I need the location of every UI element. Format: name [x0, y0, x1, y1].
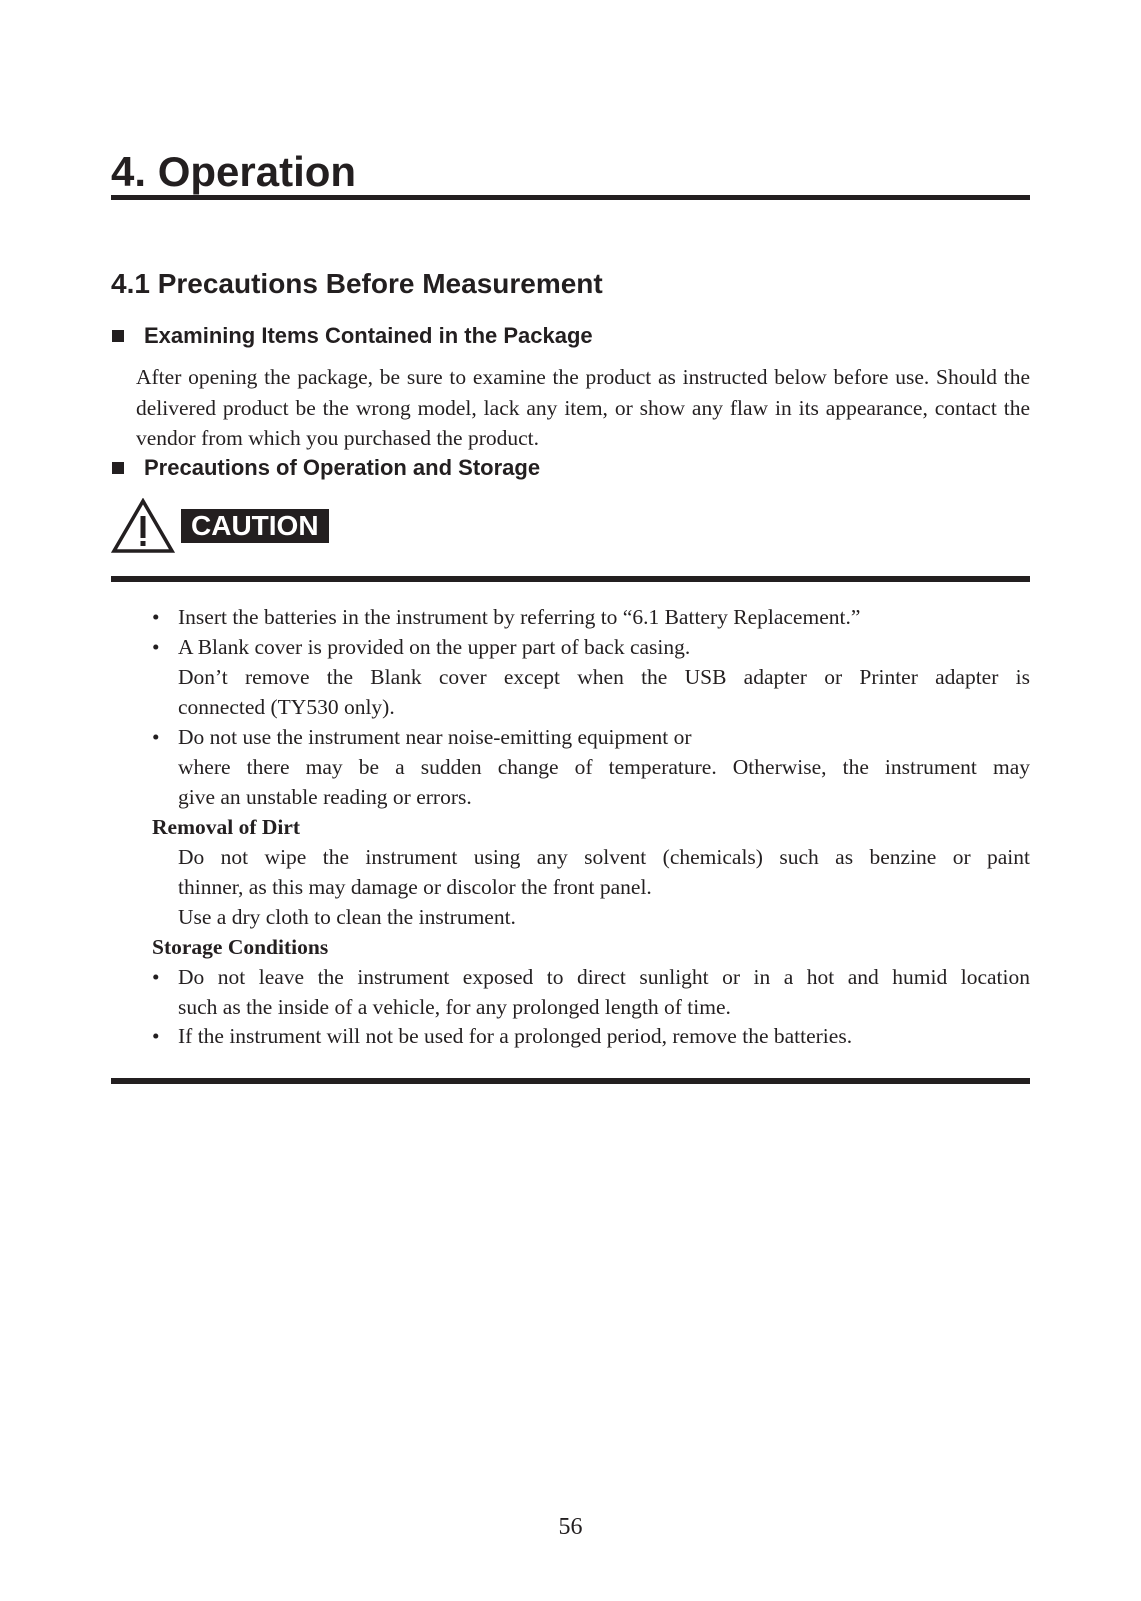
caution-line-6: where there may be a sudden change of temperature. Otherwise, the instrument may	[178, 755, 1030, 779]
bullet-marker: •	[152, 635, 160, 659]
chapter-title: 4. Operation	[111, 150, 1030, 200]
subhead-package	[112, 322, 593, 350]
caution-line-5: Do not use the instrument near noise-emitting equipment or	[178, 725, 692, 749]
subhead-storage	[112, 454, 540, 482]
caution-label: CAUTION	[181, 509, 329, 543]
subhead-storage-label: Precautions of Operation and Storage	[144, 455, 541, 480]
bullet-marker: •	[152, 965, 160, 989]
caution-banner	[111, 498, 329, 554]
caution-top-rule	[111, 576, 1030, 582]
caution-line-3: Don’t remove the Blank cover except when the USB adapter or Printer adapter is	[178, 665, 1030, 689]
caution-line-11: Do not leave the instrument exposed to direct sunlight or in a hot and humid location	[178, 965, 1030, 989]
caution-line-1: Insert the batteries in the instrument by referring to “6.1 Battery Replacement.”	[178, 605, 861, 629]
caution-line-12: such as the inside of a vehicle, for any prolonged length of time.	[178, 995, 731, 1019]
warning-triangle-icon	[111, 498, 175, 554]
heading-removal-of-dirt: Removal of Dirt	[152, 815, 301, 839]
caution-line-9: thinner, as this may damage or discolor the front panel.	[178, 875, 652, 899]
bullet-marker: •	[152, 725, 160, 749]
square-bullet-icon	[112, 462, 124, 474]
bullet-marker: •	[152, 1024, 160, 1048]
page-number: 56	[558, 1514, 583, 1540]
square-bullet-icon	[112, 330, 124, 342]
caution-bottom-rule	[111, 1078, 1030, 1084]
caution-line-7: give an unstable reading or errors.	[178, 785, 472, 809]
package-paragraph: After opening the package, be sure to examine the product as instructed below before use. Should the delivered product be the wrong model, lack any item, or show any flaw in its appearance, contact the vendor from which you purchased the product.	[136, 365, 1030, 450]
caution-line-4: connected (TY530 only).	[178, 695, 395, 719]
caution-line-2: A Blank cover is provided on the upper part of back casing.	[178, 635, 691, 659]
bullet-marker: •	[152, 605, 160, 629]
subhead-package-label: Examining Items Contained in the Package	[144, 323, 593, 348]
caution-line-10: Use a dry cloth to clean the instrument.	[178, 905, 516, 929]
heading-storage-conditions: Storage Conditions	[152, 935, 329, 959]
caution-line-13: If the instrument will not be used for a prolonged period, remove the batteries.	[178, 1024, 853, 1048]
caution-line-8: Do not wipe the instrument using any solvent (chemicals) such as benzine or paint	[178, 845, 1030, 869]
section-title: 4.1 Precautions Before Measurement	[111, 268, 603, 299]
